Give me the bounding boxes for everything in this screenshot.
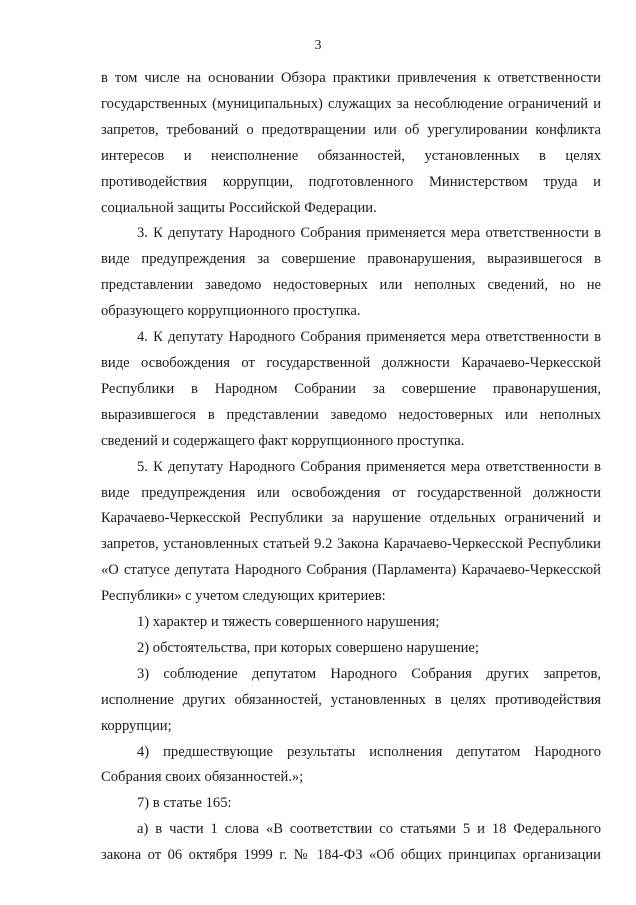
page-number: 3 xyxy=(314,38,322,53)
criterion-4: 4) предшествующие результаты исполнения депутатом Народного Собрания своих обязанностей.»; xyxy=(101,743,601,786)
criterion-2: 2) обстоятельства, при которых совершено нарушение; xyxy=(137,639,479,656)
paragraph-item-4: 4. К депутату Народного Собрания применяется мера ответственности в виде освобождения от государственной должности Карачаево-Черкесской Республики в Народном Собрании за совершение правонарушения, выразившегося в представлении заведомо недостоверных или неполных сведений и содержащего факт коррупционного проступка. xyxy=(101,329,601,449)
document-body xyxy=(101,66,601,869)
paragraph-continuation: в том числе на основании Обзора практики привлечения к ответственности государственных (муниципальных) служащих за несоблюдение ограничений и запретов, требований о предотвращении или об урегулировании конфликта интересов и неисполнение обязанностей, установленных в целях противодействия коррупции, подготовленного Министерством труда и социальной защиты Российской Федерации. xyxy=(101,70,601,216)
criterion-1: 1) характер и тяжесть совершенного нарушения; xyxy=(137,614,440,631)
paragraph-item-3: 3. К депутату Народного Собрания применяется мера ответственности в виде предупреждения за совершение правонарушения, выразившегося в представлении заведомо недостоверных или неполных сведений, но не образующего коррупционного проступка. xyxy=(101,225,601,320)
criterion-3: 3) соблюдение депутатом Народного Собрания других запретов, исполнение других обязанностей, установленных в целях противодействия коррупции; xyxy=(101,665,601,734)
amendment-article-165: 7) в статье 165: xyxy=(137,795,232,812)
amendment-part-1: а) в части 1 слова «В соответствии со статьями 5 и 18 Федерального закона от 06 октября 1999 г. № 184-ФЗ «Об общих принципах организации xyxy=(101,821,601,864)
paragraph-item-5: 5. К депутату Народного Собрания применяется мера ответственности в виде предупреждения или освобождения от государственной должности Карачаево-Черкесской Республики за нарушение отдельных ограничений и запретов, установленных статьей 9.2 Закона Карачаево-Черкесской Республики «О статусе депутата Народного Собрания (Парламента) Карачаево-Черкесской Республики» с учетом следующих критериев: xyxy=(101,458,601,605)
